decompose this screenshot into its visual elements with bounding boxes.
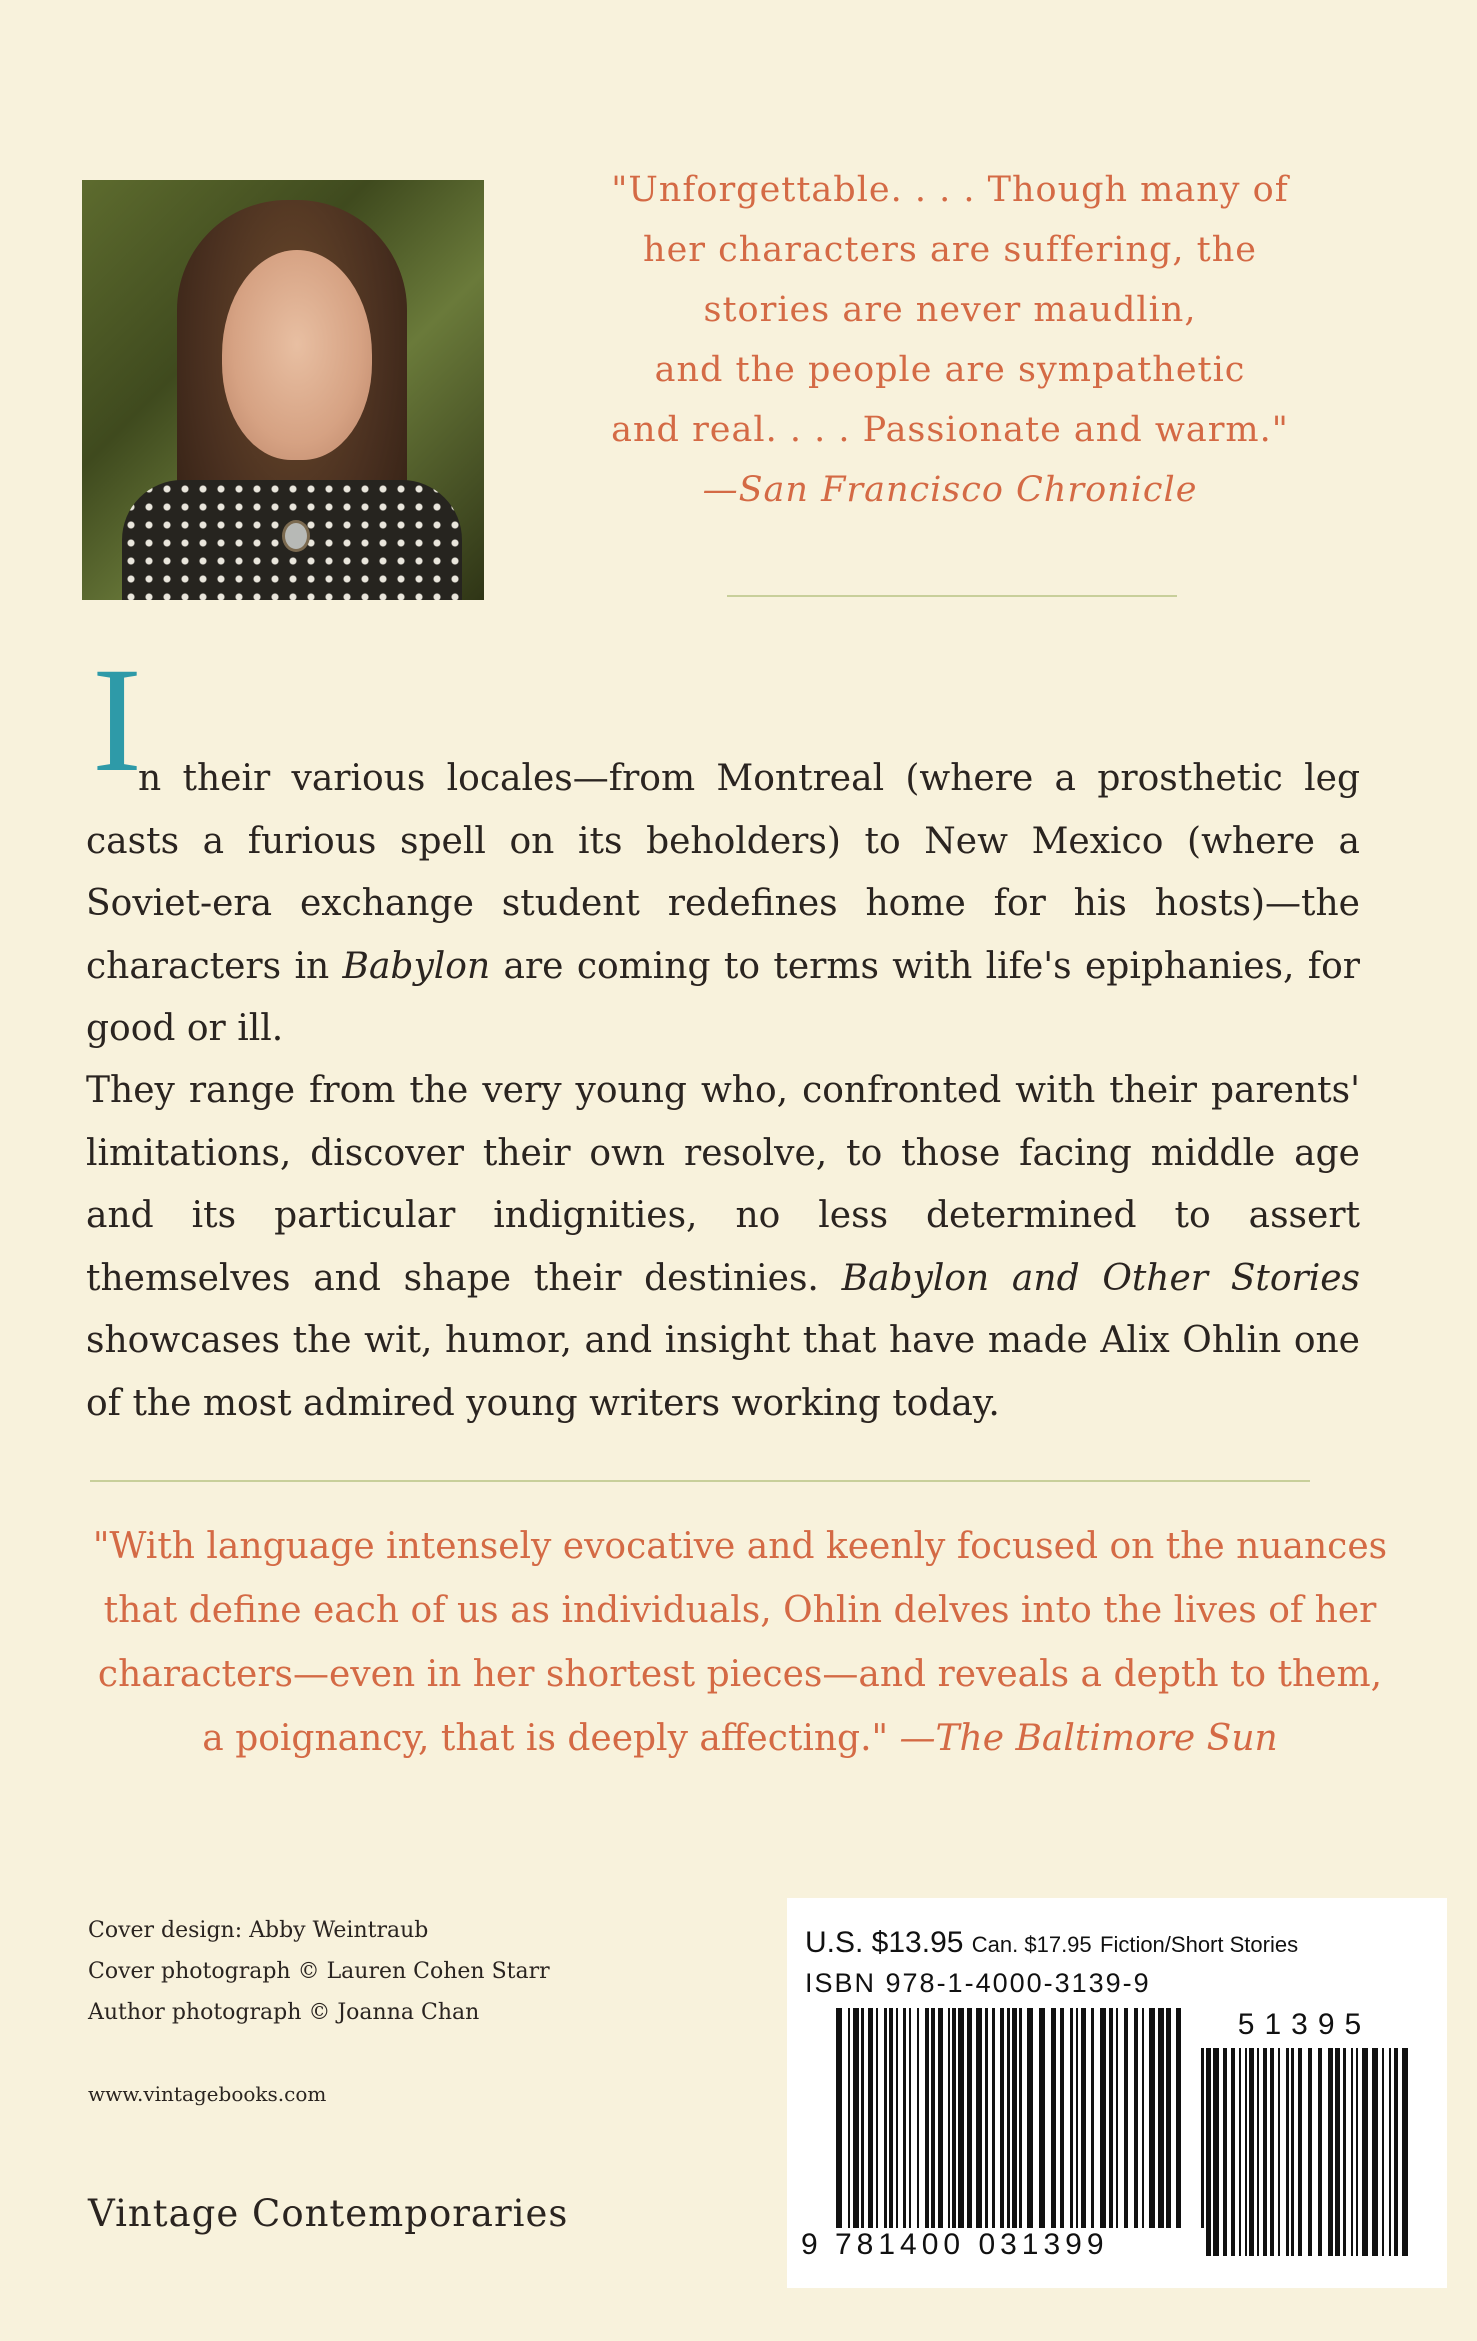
drop-cap: I [92,637,142,803]
bottom-quote-source: —The Baltimore Sun [899,1718,1278,1759]
barcode-bar [1019,2008,1022,2256]
ean-digits [797,2228,1205,2262]
addon-barcode [1197,2048,1412,2256]
p2-text: They range from the very young who, confronted with their parents' limitations, discover their own resolve, to those facing middle age and its particular indignities, no less determined to assert themselves and shape their destinies. [86,1070,1360,1299]
barcode-bar [1286,2048,1289,2256]
barcode-bar [1239,2048,1241,2256]
p1-italic-title: Babylon [342,945,491,987]
barcode-bar [1142,2008,1144,2256]
author-pendant [282,520,310,552]
publisher-website[interactable]: www.vintagebooks.com [88,2082,327,2106]
description-paragraph-2 [86,1060,1360,1435]
barcode-bar [1298,2048,1302,2256]
divider-short [727,595,1177,597]
barcode-bar [938,2008,943,2256]
author-photo-credit: Author photograph © Joanna Chan [88,2000,480,2025]
barcode-bar [948,2008,950,2256]
barcode-bar [1149,2008,1155,2256]
barcode-bar [1335,2048,1340,2256]
barcode-bar [1070,2008,1073,2256]
barcode-bar [1223,2048,1227,2256]
barcode-bar [1060,2008,1064,2256]
barcode-bar [925,2008,929,2256]
top-quote-line: and the people are sympathetic [654,350,1246,390]
barcode-bar [976,2008,982,2256]
ean-first-digit: 9 [801,2228,823,2261]
top-quote-line: and real. . . . Passionate and warm." [611,410,1289,450]
barcode-bar [1081,2008,1086,2256]
isbn: ISBN 978-1-4000-3139-9 [805,1968,1151,1998]
addon-digits: 51395 [1237,2008,1372,2041]
barcode-bar [1263,2048,1267,2256]
barcode-bar [1389,2048,1391,2256]
top-quote-line: her characters are suffering, the [643,230,1257,270]
bottom-review-quote [90,1515,1390,1771]
barcode-bar [1027,2008,1033,2256]
barcode-bar [876,2008,878,2256]
barcode-bar [1176,2008,1181,2256]
category: Fiction/Short Stories [1100,1932,1299,1957]
barcode-bar [1134,2008,1138,2256]
barcode-bar [1166,2008,1171,2256]
barcode-bar [1000,2008,1004,2256]
credits [88,1910,550,2033]
p1-text: n their various locales—from Montreal (where a prosthetic leg casts a furious spell on its beholders) to New Mexico (where a Soviet-era exchange student redefines home for his hosts)—the characters in [86,758,1360,987]
barcode-bar [1039,2008,1045,2256]
p2-italic-title: Babylon and Other Stories [841,1257,1360,1299]
price-line [805,1926,1298,1960]
barcode-bar [868,2008,873,2256]
barcode-bar [1116,2008,1118,2256]
top-quote-line: "Unforgettable. . . . Though many of [611,170,1289,210]
barcode-bar [896,2008,898,2256]
barcode-bar [985,2008,988,2256]
barcode-box [787,1898,1447,2288]
barcode-bar [1362,2048,1368,2256]
barcode-bar [1318,2048,1322,2256]
barcode-bar [1231,2048,1235,2256]
top-review-quote [600,160,1300,520]
barcode-bar [917,2008,919,2256]
barcode-bar [1206,2048,1211,2256]
barcode-bar [1109,2008,1113,2256]
top-quote-source: —San Francisco Chronicle [702,470,1198,510]
barcode-bar [1213,2048,1219,2256]
barcode-bar [1100,2008,1106,2256]
barcode-bar [1201,2048,1204,2256]
series-name: Vintage Contemporaries [88,2192,569,2235]
barcode-bar [1158,2008,1164,2256]
barcode-bar [889,2008,893,2256]
barcode-bar [848,2008,850,2256]
us-price: U.S. $13.95 [805,1926,964,1959]
can-price: Can. $17.95 [971,1932,1092,1957]
barcode-bar [1257,2048,1259,2256]
description-paragraph-1 [86,748,1360,1061]
barcode-bar [884,2008,887,2256]
barcode-bar [903,2008,906,2256]
barcode-bar [1351,2048,1353,2256]
ean-rest-digits: 781400 031399 [835,2228,1109,2261]
barcode-bar [1091,2008,1094,2256]
barcode-bar [836,2008,842,2256]
barcode-bar [1249,2048,1254,2256]
barcode-bar [1278,2048,1280,2256]
barcode-bar [1356,2048,1358,2256]
barcode-bar [1051,2008,1056,2256]
barcode-bar [1124,2008,1128,2256]
author-photo [82,180,484,600]
bottom-quote-text: "With language intensely evocative and keenly focused on the nuances that define each of us as individuals, Ohlin delves into the lives of her characters—even in her shortest pieces—and reveals a depth to them, a poignancy, that is deeply affecting." [92,1526,1388,1759]
p1-end: are coming to terms with life's epiphanies, for good or ill. [86,945,1361,1049]
barcode-bar [1402,2048,1408,2256]
cover-design-credit: Cover design: Abby Weintraub [88,1918,429,1943]
barcode-bar [958,2008,964,2256]
barcode-bar [1328,2048,1333,2256]
barcode-bar [952,2008,956,2256]
ean-barcode [832,2008,1232,2256]
top-quote-line: stories are never maudlin, [703,290,1197,330]
barcode-bar [1076,2008,1078,2256]
barcode-bar [1270,2048,1274,2256]
cover-photo-credit: Cover photograph © Lauren Cohen Starr [88,1959,550,1984]
barcode-bar [1308,2048,1312,2256]
barcode-bar [967,2008,972,2256]
barcode-bar [1343,2048,1346,2256]
barcode-bar [931,2008,935,2256]
barcode-bar [861,2008,864,2256]
barcode-bar [1394,2048,1398,2256]
author-face [222,250,372,460]
p2-end: showcases the wit, humor, and insight that have made Alix Ohlin one of the most admired young writers working today. [86,1320,1360,1424]
barcode-bar [1372,2048,1378,2256]
barcode-bar [1012,2008,1017,2256]
barcode-bar [1291,2048,1294,2256]
barcode-bar [992,2008,995,2256]
barcode-bar [1007,2008,1010,2256]
divider-long [90,1480,1310,1482]
barcode-bar [1382,2048,1384,2256]
barcode-bar [853,2008,859,2256]
barcode-bar [909,2008,911,2256]
barcode-bar [1245,2048,1247,2256]
